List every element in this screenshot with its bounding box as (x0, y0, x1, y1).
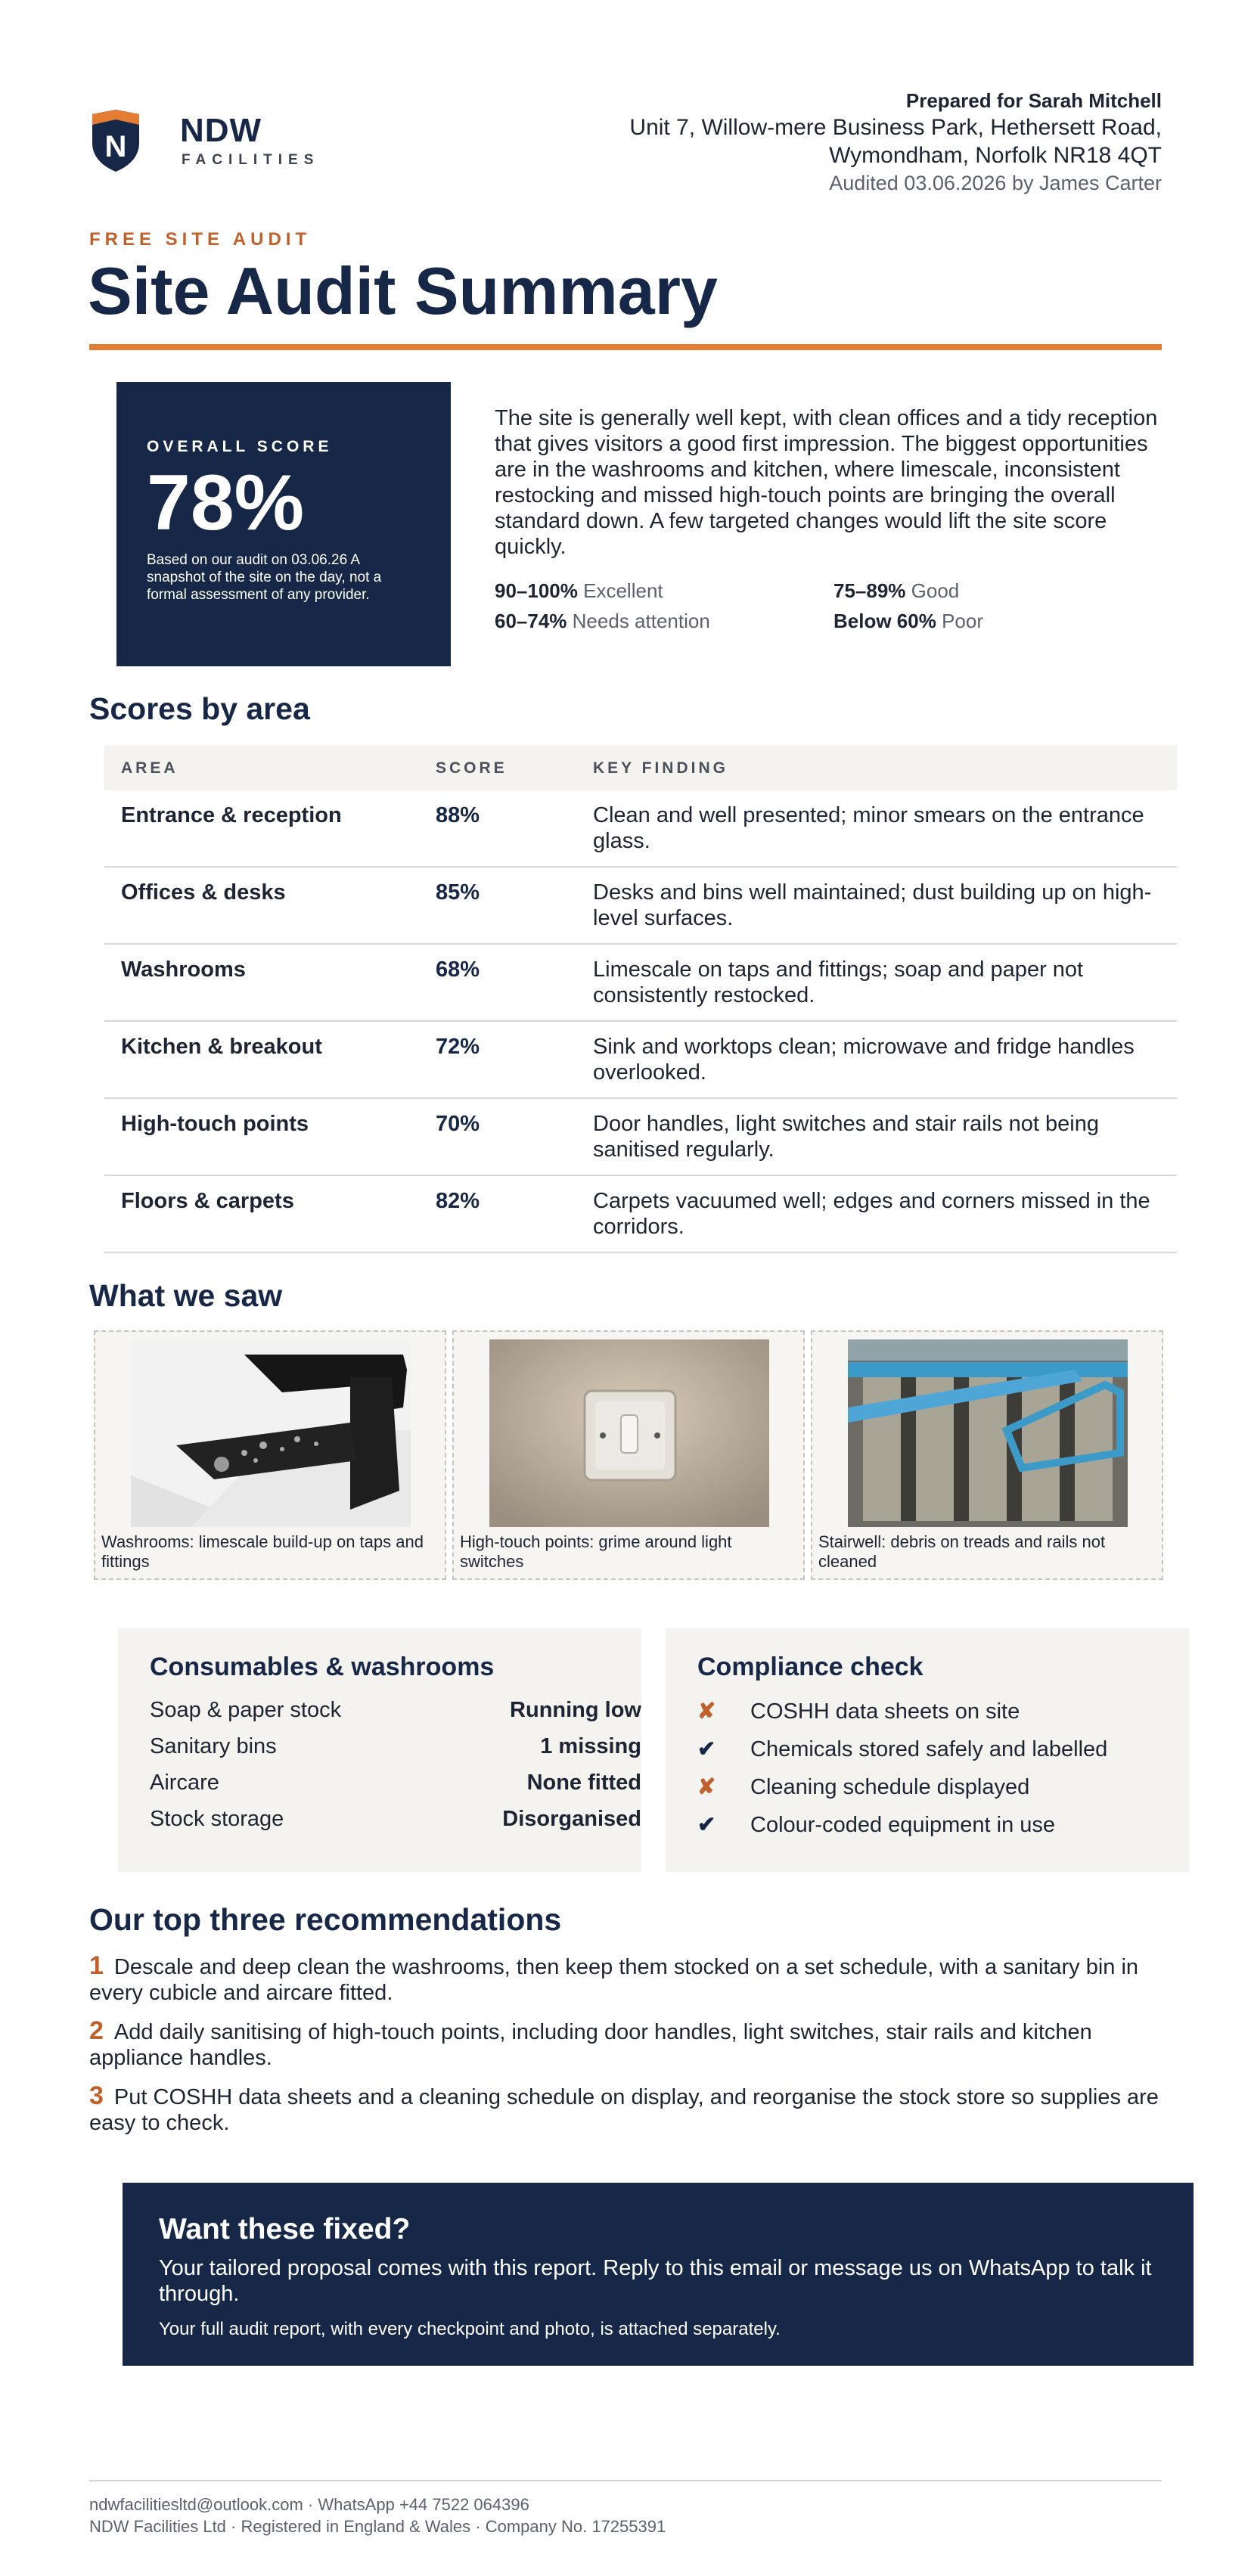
compliance-item: ✔ Colour-coded equipment in use (697, 1813, 1056, 1837)
compliance-item: ✘ COSHH data sheets on site (697, 1699, 1020, 1724)
overall-score-value: 78% (147, 459, 305, 547)
cta-banner (123, 2183, 1194, 2366)
recommendation-item: 3 Put COSHH data sheets and a cleaning schedule on display, and reorganise the stock store so supplies are easy to check. (89, 2081, 1159, 2135)
recommendation-item: 2 Add daily sanitising of high-touch points, including door handles, light switches, stair rails and kitchen appliance handles. (89, 2016, 1092, 2070)
photo-card-stairwell (811, 1330, 1163, 1580)
row-finding: Sink and worktops clean; microwave and fridge handles overlooked. (593, 1035, 1135, 1085)
title-divider (89, 344, 1162, 350)
recommendation-item: 1 Descale and deep clean the washrooms, then keep them stocked on a set schedule, with a sanitary bin in every cubicle and aircare fitted. (89, 1951, 1139, 2005)
row-finding: Door handles, light switches and stair rails not being sanitised regularly. (593, 1112, 1099, 1162)
row-area: Washrooms (121, 957, 246, 982)
consumable-label: Soap & paper stock (150, 1698, 342, 1722)
row-area: Kitchen & breakout (121, 1035, 322, 1059)
overall-score-card (116, 382, 451, 666)
photo-caption: Washrooms: limescale build-up on taps and fittings (101, 1532, 424, 1571)
row-area: High-touch points (121, 1112, 309, 1136)
logo-letter: N (104, 130, 127, 163)
table-row (104, 1099, 1177, 1176)
legend-item: 75–89% Good (833, 579, 960, 602)
row-score: 70% (436, 1112, 480, 1136)
washroom-tap-photo (131, 1339, 411, 1527)
prepared-for: Prepared for Sarah Mitchell (905, 89, 1162, 112)
consumable-status: Disorganised (502, 1807, 641, 1831)
row-finding: Clean and well presented; minor smears on the entrance glass. (593, 803, 1144, 853)
footer-contact[interactable]: ndwfacilitiesltd@outlook.com · WhatsApp +44 7522 064396 (89, 2495, 529, 2514)
consumable-status: Running low (510, 1698, 641, 1722)
legend-item: 90–100% Excellent (495, 579, 663, 602)
address-line-1: Unit 7, Willow-mere Business Park, Hethersett Road, (629, 115, 1162, 140)
compliance-item: ✔ Chemicals stored safely and labelled (697, 1737, 1108, 1761)
cta-body: Your tailored proposal comes with this report. Reply to this email or message us on WhatsApp to talk it through. (159, 2256, 1152, 2306)
eyebrow-label: FREE SITE AUDIT (89, 229, 312, 250)
cross-icon: ✘ (697, 1775, 716, 1799)
row-score: 88% (436, 803, 480, 827)
stairwell-photo (848, 1339, 1128, 1527)
what-we-saw-heading: What we saw (89, 1278, 283, 1313)
col-header-area: AREA (121, 759, 178, 777)
compliance-panel (666, 1628, 1189, 1872)
ndw-logo-shield (89, 108, 142, 173)
summary-paragraph: The site is generally well kept, with clean offices and a tidy reception that gives visitors a good first impression. The biggest opportunities are in the washrooms and kitchen, where limescale, inconsistent restocking and missed high-touch points are bringing the overall standard down. A few targeted changes would lift the site score quickly. (495, 406, 1158, 559)
table-row (104, 945, 1177, 1022)
recommendation-number: 3 (89, 2081, 104, 2110)
row-finding: Desks and bins well maintained; dust building up on high-level surfaces. (593, 880, 1152, 930)
recommendation-number: 1 (89, 1951, 104, 1980)
table-row (104, 867, 1177, 945)
legend-item: 60–74% Needs attention (495, 610, 710, 632)
row-score: 82% (436, 1189, 480, 1213)
brand-name: NDW (180, 112, 262, 149)
consumables-panel (118, 1628, 641, 1872)
table-row (104, 790, 1177, 867)
overall-score-label: OVERALL SCORE (147, 438, 333, 455)
row-score: 68% (436, 957, 480, 982)
table-row (104, 1176, 1177, 1253)
compliance-item: ✘ Cleaning schedule displayed (697, 1775, 1030, 1799)
photo-card-switch (452, 1330, 805, 1580)
consumable-label: Aircare (150, 1771, 219, 1795)
brand-subtitle: FACILITIES (182, 152, 320, 168)
consumable-status: 1 missing (540, 1734, 641, 1758)
recommendation-number: 2 (89, 2016, 104, 2045)
col-header-finding: KEY FINDING (593, 759, 728, 777)
row-finding: Carpets vacuumed well; edges and corners missed in the corridors. (593, 1189, 1150, 1239)
table-header (104, 745, 1177, 790)
page-title: Site Audit Summary (88, 253, 718, 328)
row-area: Floors & carpets (121, 1189, 294, 1213)
col-header-score: SCORE (436, 759, 508, 777)
photo-card-washroom (94, 1330, 446, 1580)
overall-score-note: Based on our audit on 03.06.26 A snapshot of the site on the day, not a formal assessment of any provider. (147, 552, 382, 603)
row-finding: Limescale on taps and fittings; soap and paper not consistently restocked. (593, 957, 1084, 1007)
footer-company: NDW Facilities Ltd · Registered in England & Wales · Company No. 17255391 (89, 2517, 666, 2536)
footer-divider (89, 2480, 1162, 2481)
row-area: Offices & desks (121, 880, 286, 905)
row-score: 72% (436, 1035, 480, 1059)
consumables-title: Consumables & washrooms (150, 1653, 495, 1681)
light-switch-photo (489, 1339, 769, 1527)
legend-item: Below 60% Poor (833, 610, 983, 632)
cross-icon: ✘ (697, 1699, 716, 1724)
scores-table (104, 745, 1177, 1253)
row-area: Entrance & reception (121, 803, 342, 827)
scores-heading: Scores by area (89, 691, 310, 726)
audited-by: Audited 03.06.2026 by James Carter (829, 172, 1162, 194)
row-score: 85% (436, 880, 480, 905)
consumable-label: Sanitary bins (150, 1734, 277, 1758)
photo-caption: Stairwell: debris on treads and rails not cleaned (818, 1532, 1106, 1571)
consumable-label: Stock storage (150, 1807, 284, 1831)
table-row (104, 1022, 1177, 1099)
footer (89, 2494, 666, 2537)
address-line-2: Wymondham, Norfolk NR18 4QT (829, 143, 1162, 168)
cta-title: Want these fixed? (159, 2213, 411, 2245)
prepared-block (481, 88, 1162, 197)
check-icon: ✔ (697, 1813, 716, 1837)
photo-caption: High-touch points: grime around light switches (460, 1532, 732, 1571)
compliance-title: Compliance check (697, 1653, 924, 1681)
recommendations-heading: Our top three recommendations (89, 1902, 562, 1937)
cta-note: Your full audit report, with every checkpoint and photo, is attached separately. (159, 2319, 781, 2339)
check-icon: ✔ (697, 1737, 716, 1761)
consumable-status: None fitted (526, 1771, 641, 1795)
